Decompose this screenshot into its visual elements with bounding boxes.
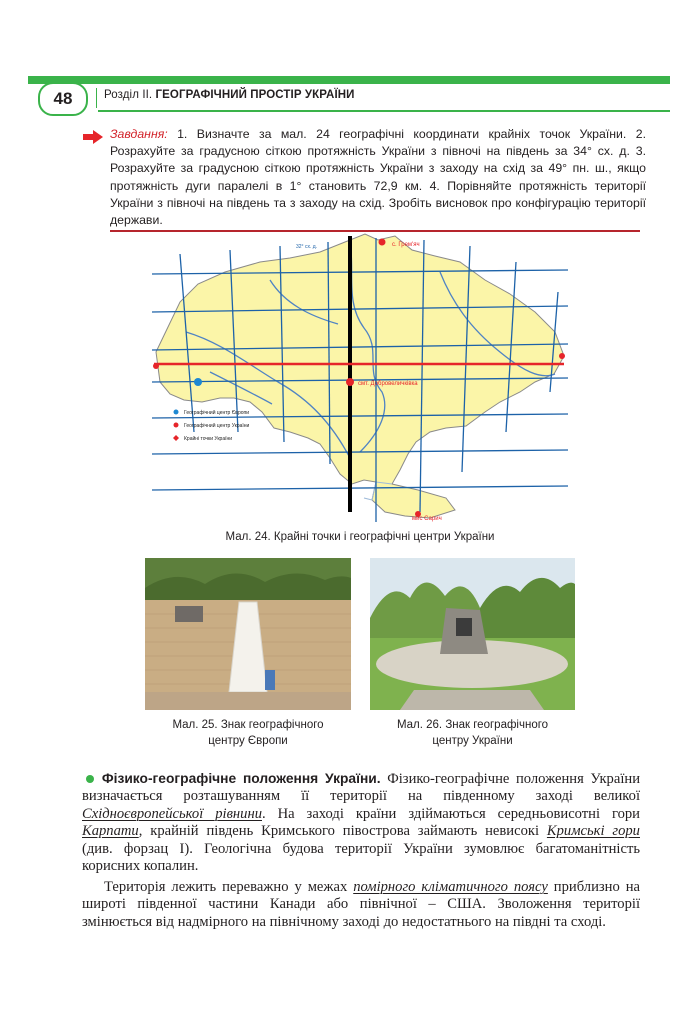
- svg-text:Крайні точки України: Крайні точки України: [184, 436, 233, 442]
- figure25-caption-line2: центру Європи: [208, 735, 288, 747]
- p1-text-b: . На заході країни здіймаються середньовисотні гори: [262, 805, 640, 822]
- task-text: 1. Визначте за мал. 24 географічні координати крайніх точок України. 2. Розрахуйте за градусною сіткою протяжність України з півночі на південь за 34° сх. д. 3. Розрахуйте за градусною сіткою протяжність України з заходу на схід за 49° пн. ш., якщо протяжність дуги паралелі в 1° становить 72,9 км. 4. Порівняйте протяжність території України з півночі на південь та з заходу на схід. Зробіть висновок про конфігурацію території держави.: [110, 127, 646, 228]
- figure26-caption-line1: Мал. 26. Знак географічного: [396, 719, 549, 731]
- map-point-west: [153, 363, 159, 369]
- map-label-meridian: 32° сх. д.: [296, 244, 318, 250]
- paragraph-climate: [82, 879, 640, 931]
- figure24-caption: Мал. 24. Крайні точки і географічні центри України: [225, 531, 495, 543]
- task-box: [110, 126, 646, 229]
- p1-term-crimean-mountains: Кримські гори: [546, 823, 640, 840]
- map-label-north: с. Грем'яч: [392, 242, 420, 248]
- figure25-caption: [145, 717, 351, 749]
- photo-ukraine-centre: [370, 558, 575, 710]
- p1-text-a: Фізико-географічне положення України визначається розташуванням її території на південному заході великої: [82, 771, 641, 805]
- header-rule: [98, 110, 670, 112]
- map-point-north: [379, 239, 386, 246]
- map-centre-ukraine: [346, 378, 354, 386]
- arrow-right-icon: [82, 129, 104, 145]
- p1-text-d: (див. форзац І). Геологічна будова території України зумовлює багатоманітність корисних копалин.: [82, 840, 640, 875]
- paragraph-position: [82, 770, 640, 875]
- map-point-east: [559, 353, 565, 359]
- map-legend: [173, 409, 250, 442]
- p2-term-climate-belt: помірного кліматичного поясу: [353, 879, 548, 895]
- header-separator: [96, 88, 97, 108]
- map-label-south: мис Сарич: [412, 516, 442, 522]
- map-centre-europe: [194, 378, 202, 386]
- p1-term-carpathians: Карпати: [82, 823, 139, 840]
- figure25-caption-line1: Мал. 25. Знак географічного: [172, 719, 324, 731]
- task-label: Завдання:: [110, 127, 168, 141]
- photo-europe-centre: [145, 558, 351, 710]
- p2-text-b: приблизно на широті південної частини Канади або північної – США. Зволоження території змінюється від надмірного на північному заході до недостатнього на півдні та сході.: [82, 879, 640, 930]
- p1-term-plain: Східноєвропейської рівнини: [82, 805, 262, 822]
- section-label: Розділ ІІ.: [104, 89, 156, 101]
- page-number: 48: [38, 82, 88, 116]
- figure26-caption: [370, 717, 575, 749]
- ukraine-map: [150, 232, 570, 522]
- header-bar: [28, 76, 670, 84]
- section-title: ГЕОГРАФІЧНИЙ ПРОСТІР УКРАЇНИ: [155, 89, 355, 101]
- running-title: [104, 89, 354, 101]
- svg-text:Географічний центр України: Географічний центр України: [184, 423, 250, 429]
- p2-text-a: Територія лежить переважно у межах: [104, 879, 354, 895]
- svg-text:Географічний центр Європи: Географічний центр Європи: [184, 410, 250, 416]
- figure26-caption-line2: центру України: [432, 735, 513, 747]
- p1-text-c: , крайній південь Кримського півострова займають невисокі: [138, 823, 547, 840]
- section-heading: Фізико-географічне положення України.: [101, 771, 381, 786]
- map-label-centre: смт. Добровеличківка: [358, 381, 418, 387]
